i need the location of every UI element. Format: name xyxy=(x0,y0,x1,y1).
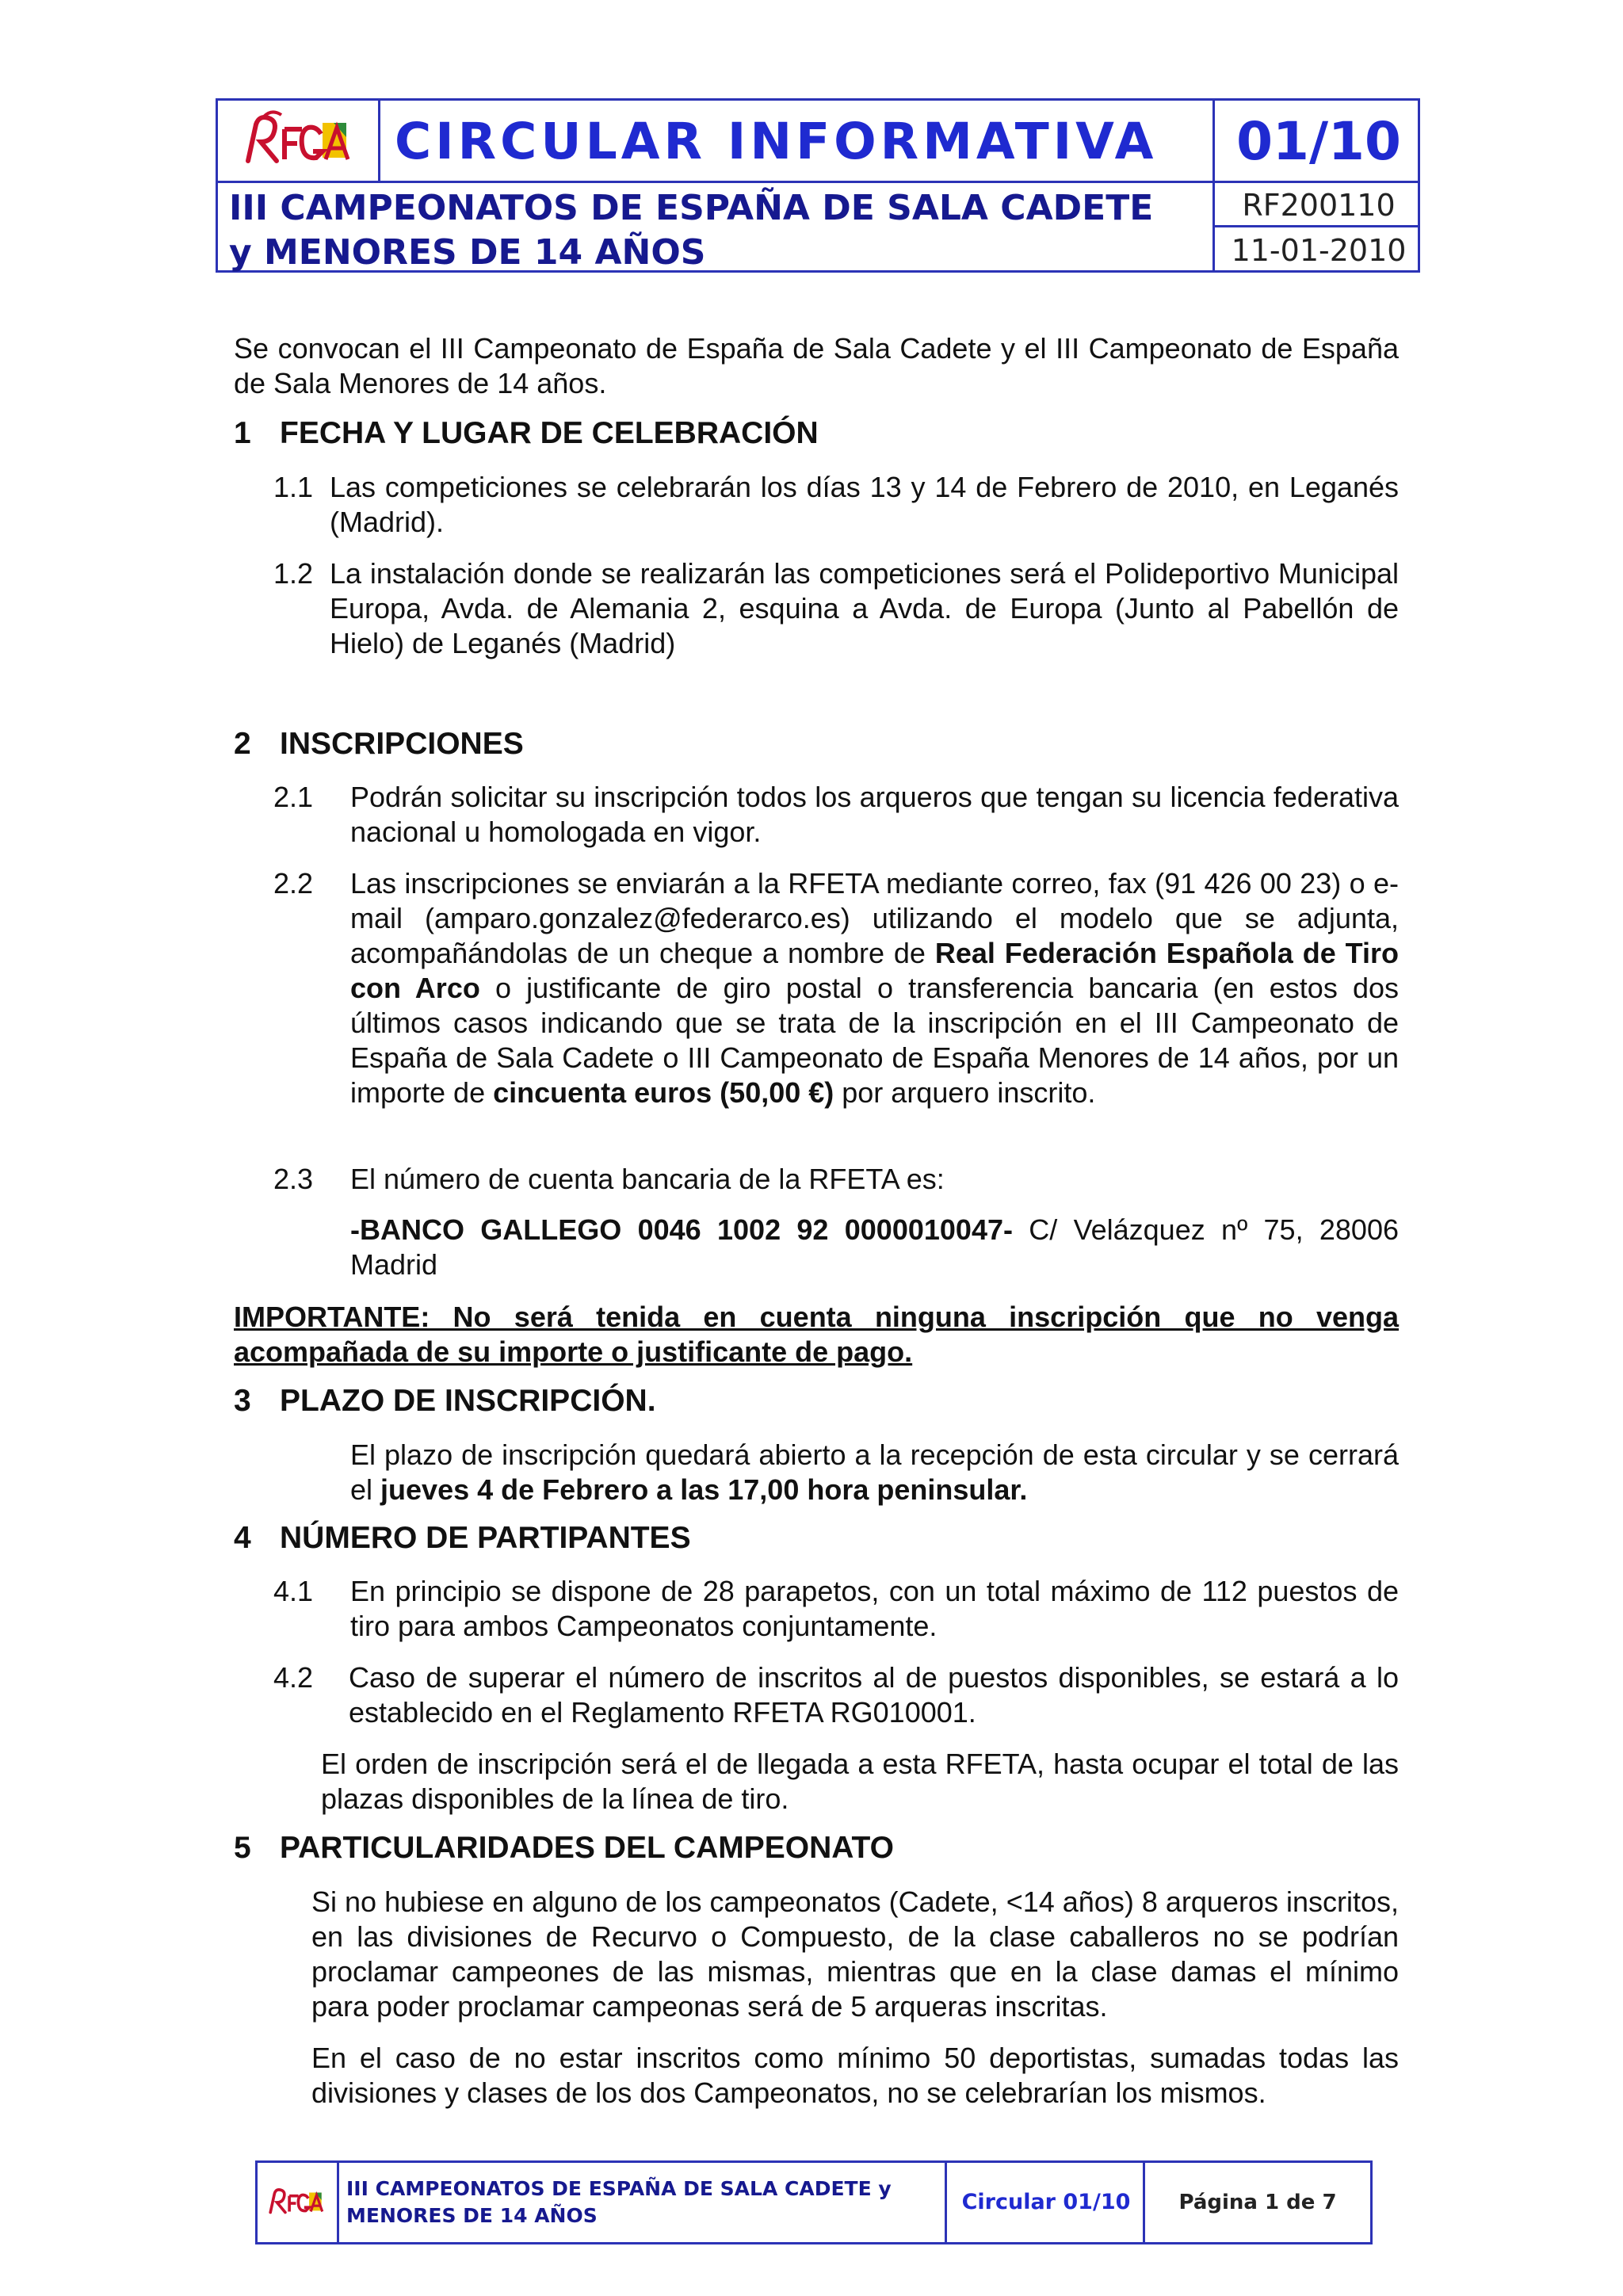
section-3-heading xyxy=(234,1383,656,1419)
divider xyxy=(378,101,380,183)
item-number: 4.2 xyxy=(273,1661,314,1694)
divider xyxy=(1212,101,1215,270)
particularities-paragraph-2: En el caso de no estar inscritos como mínimo 50 deportistas, sumadas todas las divisiones y clases de los dos Campeonatos, no se celebrarían los mismos. xyxy=(311,2042,1399,2109)
divider xyxy=(1212,225,1418,227)
registration-order-note: El orden de inscripción será el de llegada a esta RFETA, hasta ocupar el total de las plazas disponibles de la línea de tiro. xyxy=(321,1748,1399,1815)
important-notice: IMPORTANTE: No será tenida en cuenta ninguna inscripción que no venga acompañada de su importe o justificante de pago. xyxy=(234,1301,1399,1368)
circular-number: 01/10 xyxy=(1236,111,1401,172)
section-number: 4 xyxy=(234,1521,251,1555)
document-subtitle xyxy=(218,183,1215,275)
page-number: Página 1 de 7 xyxy=(1178,2191,1337,2214)
section-5-heading xyxy=(234,1830,894,1866)
item-number: 2.2 xyxy=(273,867,314,900)
divider xyxy=(1143,2163,1145,2242)
bank-account: -BANCO GALLEGO 0046 1002 92 0000010047- C/ Velázquez nº 75, 28006 Madrid xyxy=(350,1213,1399,1281)
header-box xyxy=(216,98,1420,273)
item-number: 1.2 xyxy=(273,557,314,590)
item-text: Las inscripciones se enviarán a la RFETA mediante correo, fax (91 426 00 23) o e-mail (amparo.gonzalez@federarco.es) utilizando el modelo que se adjunta, acompañándolas de un cheque a nombre de Real Federación Española de Tiro con Arco o justificante de giro postal o transferencia bancaria (en estos dos últimos casos indicando que se trata de la inscripción en el III Campeonato de España de Sala Cadete o III Campeonato de España Menores de 14 años, por un importe de cincuenta euros (50,00 €) por arquero inscrito. xyxy=(350,867,1400,1109)
section-number: 1 xyxy=(234,416,251,450)
item-number: 2.1 xyxy=(273,781,314,813)
section-title: NÚMERO DE PARTIPANTES xyxy=(280,1521,691,1555)
federation-name: Real Federación Española de Tiro con Arco xyxy=(350,937,1399,1004)
item-text: Las competiciones se celebrarán los días 13 y 14 de Febrero de 2010, en Leganés (Madrid). xyxy=(330,471,1399,538)
particularities-paragraph-1: Si no hubiese en alguno de los campeonatos (Cadete, <14 años) 8 arqueros inscritos, en las divisiones de Recurvo o Compuesto, de la clase caballeros no se podrían proclamar campeones de las mismas, mientras que en la clase damas el mínimo para poder proclamar campeonas será de 5 arqueras inscritas. xyxy=(311,1885,1399,2023)
divider xyxy=(218,181,1418,183)
section-number: 5 xyxy=(234,1831,251,1865)
section-number: 3 xyxy=(234,1384,251,1418)
footer-subtitle-line-1: III CAMPEONATOS DE ESPAÑA DE SALA CADETE y xyxy=(346,2177,892,2200)
item-text: Caso de superar el número de inscritos al de puestos disponibles, se estará a lo establecido en el Reglamento RFETA RG010001. xyxy=(349,1661,1399,1729)
item-text: En principio se dispone de 28 parapetos, con un total máximo de 112 puestos de tiro para ambos Campeonatos conjuntamente. xyxy=(350,1575,1399,1642)
section-title: PARTICULARIDADES DEL CAMPEONATO xyxy=(280,1831,894,1865)
section-title: FECHA Y LUGAR DE CELEBRACIÓN xyxy=(280,416,819,450)
item-number: 2.3 xyxy=(273,1163,314,1195)
rfeta-logo-small xyxy=(258,2163,337,2242)
footer-circular-number: Circular 01/10 xyxy=(961,2190,1131,2214)
reference-code: RF200110 xyxy=(1242,188,1396,223)
section-number: 2 xyxy=(234,727,251,761)
section-1-heading xyxy=(234,415,819,452)
item-text: El número de cuenta bancaria de la RFETA es: xyxy=(350,1163,945,1195)
footer-box xyxy=(255,2160,1373,2244)
item-number: 4.1 xyxy=(273,1575,314,1607)
section-title: PLAZO DE INSCRIPCIÓN. xyxy=(280,1384,656,1418)
bank-account-number: -BANCO GALLEGO 0046 1002 92 0000010047- xyxy=(350,1213,1013,1246)
subtitle-line-2: y MENORES DE 14 AÑOS xyxy=(229,232,706,273)
issue-date: 11-01-2010 xyxy=(1231,233,1407,268)
footer-subtitle-line-2: MENORES DE 14 AÑOS xyxy=(346,2204,598,2227)
item-text: La instalación donde se realizarán las competiciones será el Polideportivo Municipal Europa, Avda. de Alemania 2, esquina a Avda. de Europa (Junto al Pabellón de Hielo) de Leganés (Madrid) xyxy=(330,557,1399,659)
item-text: Podrán solicitar su inscripción todos los arqueros que tengan su licencia federativa nacional u homologada en vigor. xyxy=(350,781,1399,848)
deadline-text: El plazo de inscripción quedará abierto a la recepción de esta circular y se cerrará el jueves 4 de Febrero a las 17,00 hora peninsular. xyxy=(350,1438,1399,1506)
divider xyxy=(337,2163,339,2242)
section-title: INSCRIPCIONES xyxy=(280,727,524,761)
section-2-heading xyxy=(234,726,524,762)
document-title: CIRCULAR INFORMATIVA xyxy=(395,113,1158,170)
deadline-date: jueves 4 de Febrero a las 17,00 hora peninsular. xyxy=(380,1473,1028,1506)
fee-amount: cincuenta euros (50,00 €) xyxy=(493,1076,834,1109)
subtitle-line-1: III CAMPEONATOS DE ESPAÑA DE SALA CADETE xyxy=(229,188,1154,228)
item-number: 1.1 xyxy=(273,471,314,503)
intro-paragraph: Se convocan el III Campeonato de España de Sala Cadete y el III Campeonato de España de Sala Menores de 14 años. xyxy=(234,332,1399,399)
section-4-heading xyxy=(234,1520,691,1557)
rfeta-logo xyxy=(218,101,380,183)
divider xyxy=(945,2163,947,2242)
